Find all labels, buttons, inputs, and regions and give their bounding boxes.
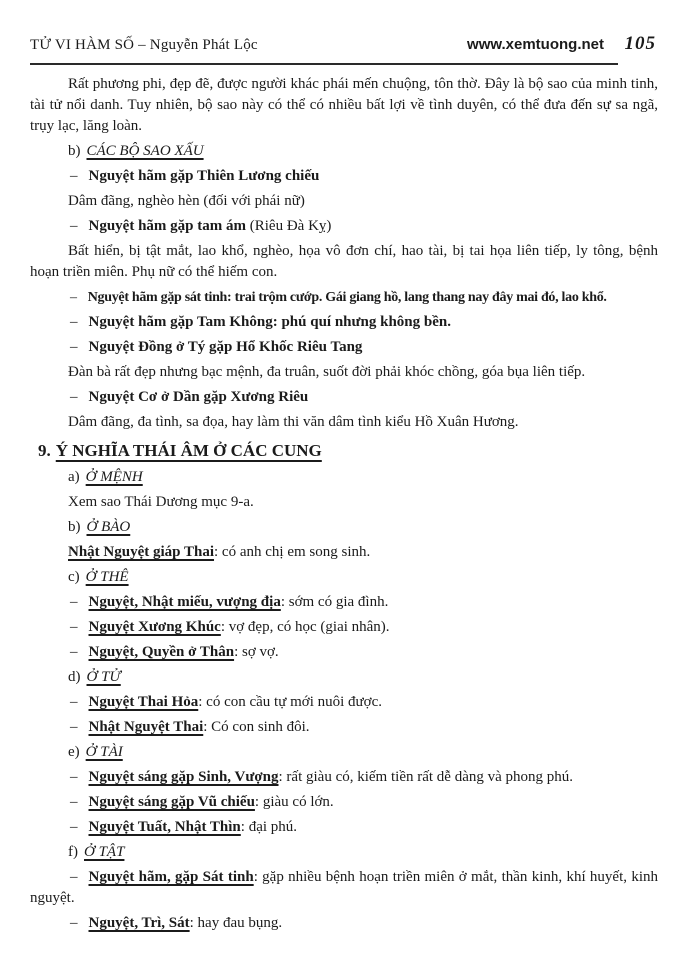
bullet-dash: – (70, 719, 78, 735)
bullet-item (30, 166, 658, 187)
subsection-letter: f) (68, 844, 78, 860)
bullet-dash: – (70, 644, 78, 660)
bullet-lead: Nguyệt sáng gặp Vũ chiếu (88, 794, 255, 810)
bullet-lead: Nhật Nguyệt Thai (88, 719, 204, 735)
definition-line (30, 542, 658, 563)
bullet-lead: Nguyệt, Trì, Sát (88, 915, 190, 931)
description-line: Đàn bà rất đẹp nhưng bạc mệnh, đa truân, suốt đời phải khóc chồng, góa bụa liên tiếp. (68, 364, 586, 380)
bullet-lead: Nguyệt Tuất, Nhật Thìn (88, 819, 241, 835)
bullet-item (30, 792, 658, 813)
bullet-tail: : hay đau bụng. (189, 915, 283, 931)
bullet-item (30, 287, 658, 308)
subsection-heading (30, 517, 658, 538)
bullet-item (30, 717, 658, 738)
bullet-tail: : vợ đẹp, có học (giai nhân). (220, 619, 390, 635)
bullet-item (30, 216, 658, 237)
bullet-text: Nguyệt hãm gặp sát tinh: trai trộm cướp. Gái giang hồ, lang thang nay đây mai đó, lao khổ. (87, 290, 607, 305)
subsection-heading (30, 842, 658, 863)
bullet-item (30, 767, 658, 788)
bullet-item (30, 337, 658, 358)
bullet-item (30, 817, 658, 838)
description-line: Dâm đãng, đa tình, sa đọa, hay làm thi văn dâm tình kiểu Hồ Xuân Hương. (68, 414, 519, 430)
bullet-text: Nguyệt Cơ ở Dần gặp Xương Riêu (88, 389, 309, 405)
bullet-dash: – (70, 869, 78, 885)
bullet-item (30, 913, 658, 934)
paragraph: Rất phương phi, đẹp đẽ, được người khác phái mến chuộng, tôn thờ. Đây là bộ sao của minh tinh, tài tử nổi danh. Tuy nhiên, bộ sao này có thể có nhiều bất lợi về tình duyên, có thể đưa đến sự sa ngã, trụy lạc, lăng loàn. (30, 76, 658, 134)
description-line: Xem sao Thái Dương mục 9-a. (68, 494, 254, 510)
subsection-letter: a) (68, 469, 80, 485)
bullet-item (30, 867, 658, 909)
bullet-dash: – (70, 594, 78, 610)
website-label: www.xemtuong.net (467, 36, 604, 53)
bullet-item (30, 312, 658, 333)
subsection-heading (30, 567, 658, 588)
bullet-tail: : sớm có gia đình. (280, 594, 389, 610)
bullet-tail: (Riêu Đà Kỵ) (246, 218, 332, 234)
subsection-title: Ở TẬT (84, 844, 125, 860)
subsection-title: Ở MỆNH (85, 469, 143, 485)
bullet-item (30, 617, 658, 638)
section-title: Ý NGHĨA THÁI ÂM Ở CÁC CUNG (55, 441, 322, 460)
definition-lead: Nhật Nguyệt giáp Thai (68, 544, 215, 560)
page-number: 105 (624, 33, 656, 54)
bullet-tail: : đại phú. (240, 819, 298, 835)
subsection-letter: e) (68, 744, 80, 760)
bullet-dash: – (70, 794, 78, 810)
subsection-title: Ở TỬ (86, 669, 121, 685)
bullet-dash: – (70, 619, 78, 635)
subsection-heading (30, 742, 658, 763)
subsection-title: Ở BÀO (86, 519, 131, 535)
bullet-text: Nguyệt hãm gặp Thiên Lương chiếu (88, 168, 320, 184)
paragraph: Bất hiển, bị tật mắt, lao khổ, nghèo, họa vô đơn chí, hao tài, bị tai họa liên tiếp, ly tông, bệnh hoạn triền miên. Phụ nữ có thể hiếm con. (30, 243, 658, 280)
bullet-lead: Nguyệt, Nhật miếu, vượng địa (88, 594, 281, 610)
bullet-item (30, 592, 658, 613)
subsection-title: CÁC BỘ SAO XẤU (86, 143, 204, 159)
bullet-lead: Nguyệt Xương Khúc (88, 619, 221, 635)
subsection-letter: b) (68, 143, 81, 159)
bullet-dash: – (70, 168, 78, 184)
bullet-dash: – (70, 218, 78, 234)
subsection-heading (30, 667, 658, 688)
subsection-letter: d) (68, 669, 81, 685)
subsection-letter: b) (68, 519, 81, 535)
bullet-dash: – (70, 769, 78, 785)
page-header (30, 33, 658, 65)
bullet-dash: – (70, 290, 77, 305)
bullet-dash: – (70, 389, 78, 405)
bullet-tail: : rất giàu có, kiếm tiền rất dễ dàng và phong phú. (278, 769, 574, 785)
bullet-item (30, 692, 658, 713)
book-title: TỬ VI HÀM SỐ – Nguyễn Phát Lộc (30, 37, 258, 53)
header-rule (30, 36, 618, 65)
bullet-dash: – (70, 819, 78, 835)
bullet-lead: Nguyệt sáng gặp Sinh, Vượng (88, 769, 279, 785)
page-content (30, 74, 658, 934)
section-number: 9. (38, 441, 51, 460)
bullet-tail: : có con cầu tự mới nuôi được. (198, 694, 382, 710)
subsection-heading (30, 141, 658, 162)
subsection-heading (30, 467, 658, 488)
bullet-lead: Nguyệt, Quyền ở Thân (88, 644, 235, 660)
bullet-tail: : giàu có lớn. (254, 794, 334, 810)
bullet-tail: : Có con sinh đôi. (203, 719, 310, 735)
bullet-lead: Nguyệt Thai Hỏa (88, 694, 199, 710)
subsection-letter: c) (68, 569, 80, 585)
definition-tail: : có anh chị em song sinh. (214, 544, 371, 560)
bullet-lead: Nguyệt hãm gặp tam ám (88, 218, 246, 234)
bullet-item (30, 642, 658, 663)
bullet-text: Nguyệt Đồng ở Tý gặp Hổ Khốc Riêu Tang (88, 339, 363, 355)
bullet-item (30, 387, 658, 408)
bullet-tail: : gặp nhiều bệnh hoạn triền miên ở mắt, thần kinh, khí huyết, kinh nguyệt. (30, 869, 658, 906)
bullet-tail: : sợ vợ. (234, 644, 279, 660)
bullet-text: Nguyệt hãm gặp Tam Không: phú quí nhưng không bền. (88, 314, 451, 330)
bullet-dash: – (70, 339, 78, 355)
subsection-title: Ở THÊ (85, 569, 129, 585)
bullet-dash: – (70, 694, 78, 710)
bullet-dash: – (70, 314, 78, 330)
section-heading (30, 440, 658, 461)
bullet-dash: – (70, 915, 78, 931)
bullet-lead: Nguyệt hãm, gặp Sát tinh (88, 869, 254, 885)
description-line: Dâm đãng, nghèo hèn (đối với phái nữ) (68, 193, 305, 209)
subsection-title: Ở TÀI (85, 744, 123, 760)
